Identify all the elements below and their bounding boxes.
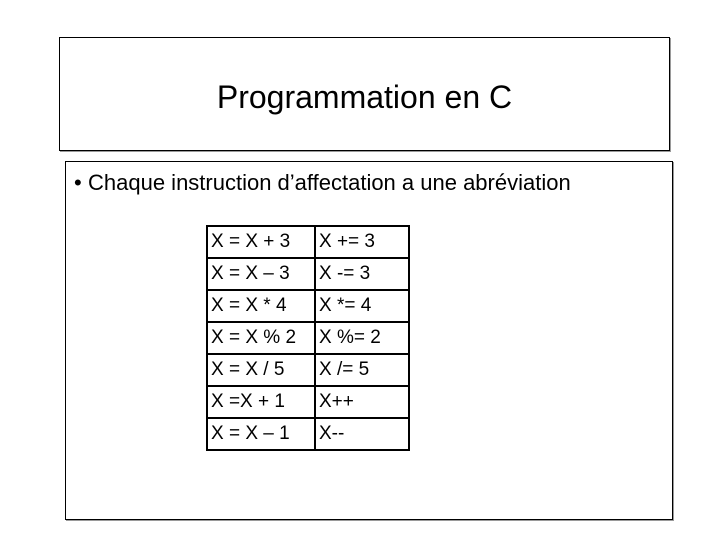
table-cell-short-form: X--: [315, 418, 409, 450]
abbreviation-table: [206, 225, 410, 451]
table-cell-short-form: X -= 3: [315, 258, 409, 290]
table-row: [207, 290, 409, 322]
table-row: [207, 354, 409, 386]
table-row: [207, 418, 409, 450]
table-row: [207, 226, 409, 258]
table-cell-short-form: X %= 2: [315, 322, 409, 354]
table-cell-long-form: X = X / 5: [207, 354, 315, 386]
table-row: [207, 258, 409, 290]
table-row: [207, 386, 409, 418]
content-box: [65, 161, 673, 520]
bullet-text: Chaque instruction d’affectation a une abréviation: [88, 170, 571, 195]
table-cell-long-form: X =X + 1: [207, 386, 315, 418]
table-cell-short-form: X++: [315, 386, 409, 418]
table-cell-short-form: X /= 5: [315, 354, 409, 386]
title-box: [59, 37, 670, 151]
table-cell-long-form: X = X + 3: [207, 226, 315, 258]
bullet-item: [74, 170, 571, 196]
table-cell-long-form: X = X – 1: [207, 418, 315, 450]
table-cell-short-form: X += 3: [315, 226, 409, 258]
table-cell-long-form: X = X – 3: [207, 258, 315, 290]
bullet-icon: •: [74, 170, 82, 195]
table-row: [207, 322, 409, 354]
table-cell-long-form: X = X * 4: [207, 290, 315, 322]
slide-title: Programmation en C: [216, 79, 513, 115]
table-cell-long-form: X = X % 2: [207, 322, 315, 354]
table-cell-short-form: X *= 4: [315, 290, 409, 322]
